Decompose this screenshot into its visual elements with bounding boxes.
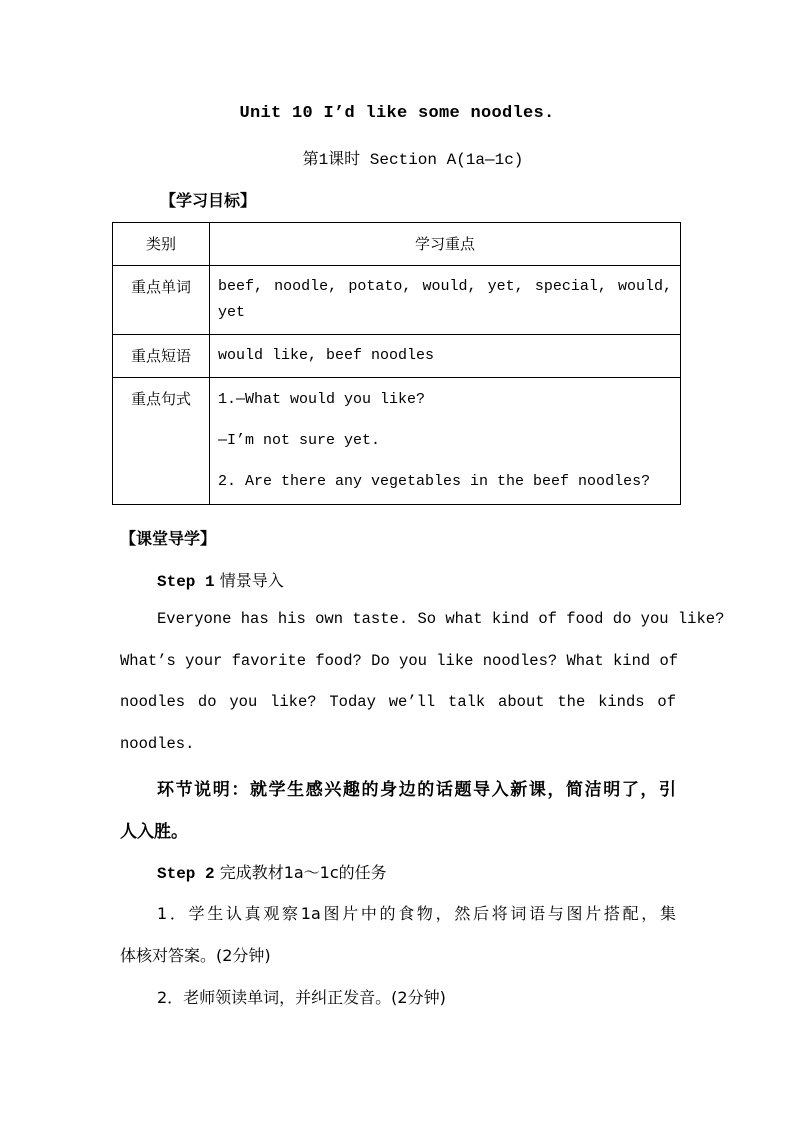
row-category: 重点单词 xyxy=(130,278,191,296)
row-line: —I’m not sure yet. xyxy=(218,432,381,449)
header-focus: 学习重点 xyxy=(414,235,475,253)
row-line: beef, noodle, potato, would, yet, special, would, xyxy=(218,278,672,295)
step1-note-line: 人入胜。 xyxy=(120,822,188,842)
step2-heading-text: 完成教材1a～1c的任务 xyxy=(214,863,387,882)
step2-item1-line: 1．学生认真观察1a图片中的食物，然后将词语与图片搭配，集 xyxy=(157,904,676,923)
learning-goals-table xyxy=(112,222,681,505)
row-line: yet xyxy=(218,304,246,321)
row-line: 1.—What would you like? xyxy=(218,391,426,408)
step1-heading-text: 情景导入 xyxy=(214,571,284,590)
row-line: would like, beef noodles xyxy=(218,347,435,364)
table-row xyxy=(113,378,681,505)
table-header-row xyxy=(113,223,681,266)
step1-paragraph-line: noodles. xyxy=(120,735,195,753)
row-category: 重点句式 xyxy=(130,390,191,408)
step2-item2: 2．老师领读单词，并纠正发音。(2分钟) xyxy=(157,988,446,1007)
table-row xyxy=(113,266,681,335)
step1-heading xyxy=(157,568,284,591)
table-row xyxy=(113,335,681,378)
step2-heading xyxy=(157,860,387,883)
step1-paragraph-line: noodles do you like? Today we’ll talk about the kinds of xyxy=(120,693,676,711)
guide-section-label: 【课堂导学】 xyxy=(120,529,217,548)
document-subtitle: 第1课时 Section A(1a—1c) xyxy=(302,151,524,169)
document-title: Unit 10 I’d like some noodles. xyxy=(239,104,555,123)
header-category: 类别 xyxy=(145,235,176,253)
step1-heading-label: Step 1 xyxy=(157,573,215,591)
goals-section-label: 【学习目标】 xyxy=(160,191,257,210)
step2-item1-line: 体核对答案。(2分钟) xyxy=(120,946,271,965)
row-line: 2. Are there any vegetables in the beef noodles? xyxy=(218,473,651,490)
step1-paragraph-line: What’s your favorite food? Do you like noodles? What kind of xyxy=(120,652,679,670)
step1-paragraph-line: Everyone has his own taste. So what kind of food do you like? xyxy=(157,610,725,628)
row-category: 重点短语 xyxy=(130,347,191,365)
step2-heading-label: Step 2 xyxy=(157,865,215,883)
step1-note-line: 环节说明：就学生感兴趣的身边的话题导入新课，简洁明了，引 xyxy=(157,780,676,800)
